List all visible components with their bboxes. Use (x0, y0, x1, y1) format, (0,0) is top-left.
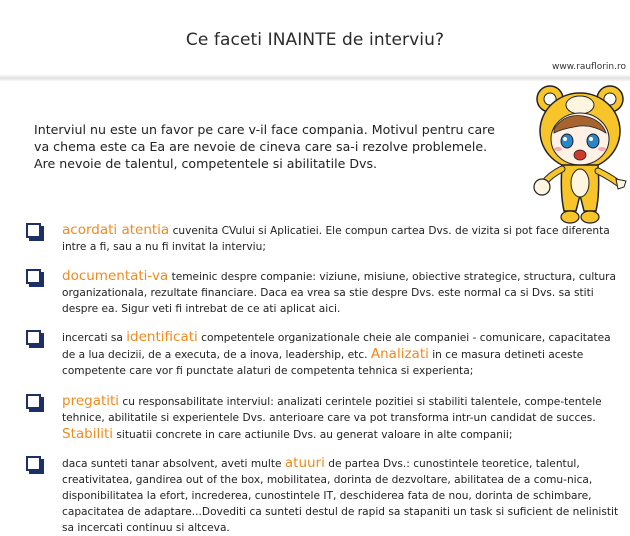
highlight-keyword: pregatiti (62, 393, 120, 409)
body-text: cuvenita CVului si Aplicatiei. Ele compun cartea Dvs. de vizita si pot face diferenta intre a fi, sau a nu fi invitat la interviu; (62, 225, 610, 253)
intro-line: Are nevoie de talentul, competentele si abilitatile Dvs. (34, 156, 378, 171)
page-title: Ce faceti INAINTE de interviu? (185, 30, 445, 50)
checkbox-icon (26, 394, 41, 409)
item-text (62, 268, 622, 317)
intro-line: Interviul nu este un favor pe care v-il face compania. Motivul pentru care (34, 122, 495, 137)
intro-line: va chema este ca Ea are nevoie de cineva care sa-i rezolve problemele. (34, 139, 488, 154)
highlight-keyword: Stabiliti (62, 426, 114, 442)
highlight-keyword: Analizati (370, 346, 429, 362)
checkbox-icon (26, 456, 41, 471)
body-text: in ce masura detineti aceste competente care vor fi punctate alaturi de competenta tehnica si experienta; (62, 349, 584, 377)
checkbox-icon (26, 269, 41, 284)
body-text: competentele organizationale cheie ale companiei - comunicare, capacitatea de a lua decizii, de a executa, de a inova, leadership, etc. (62, 332, 611, 361)
highlight-keyword: acordati atentia (62, 222, 170, 238)
body-text: cu responsabilitate interviul: analizati cerintele pozitiei si stabiliti talentele, compe-tentele tehnice, abilitatile si experientele Dvs. anterioare care va pot transforma intr-un candidat de succes. (62, 396, 602, 424)
body-text: daca sunteti tanar absolvent, aveti multe (62, 458, 285, 470)
bear-mascot-icon (530, 83, 630, 228)
checkbox-icon (26, 223, 41, 238)
header-divider (0, 75, 630, 81)
item-text (62, 455, 622, 536)
body-text: de partea Dvs.: cunostintele teoretice, talentul, creativitatea, gandirea out of the box, mobilitatea, dorinta de dezvoltare, abilitatea de a comu-nica, disponibilitatea la efort, increderea, cunostintele IT, deschiderea fata de nou, dorinta de schimbare, capacitatea de adaptare...Dovediti ca sunteti destul de rapid sa stapaniti un task si suficient de nelinistit sa incercati continuu si altceva. (62, 458, 619, 534)
site-url: www.rauflorin.ro (552, 62, 626, 72)
body-text: situatii concrete in care actiunile Dvs. au generat valoare in alte companii; (113, 429, 513, 441)
highlight-keyword: atuuri (284, 455, 325, 471)
body-text: temeinic despre companie: viziune, misiune, obiective strategice, structura, cultura organizationala, rezultate financiare. Daca ea vrea sa stie despre Dvs. este normal ca si Dvs. sa stiti despre ea. Sigur veti fi intrebat de ce ati aplicat aici. (62, 271, 617, 315)
highlight-keyword: documentati-va (62, 268, 169, 284)
checkbox-icon (26, 330, 41, 345)
highlight-keyword: identificati (126, 329, 198, 345)
item-text (62, 329, 622, 379)
intro-paragraph (34, 121, 534, 172)
item-text (62, 393, 622, 443)
body-text: incercati sa (62, 332, 127, 344)
item-text (62, 222, 622, 255)
